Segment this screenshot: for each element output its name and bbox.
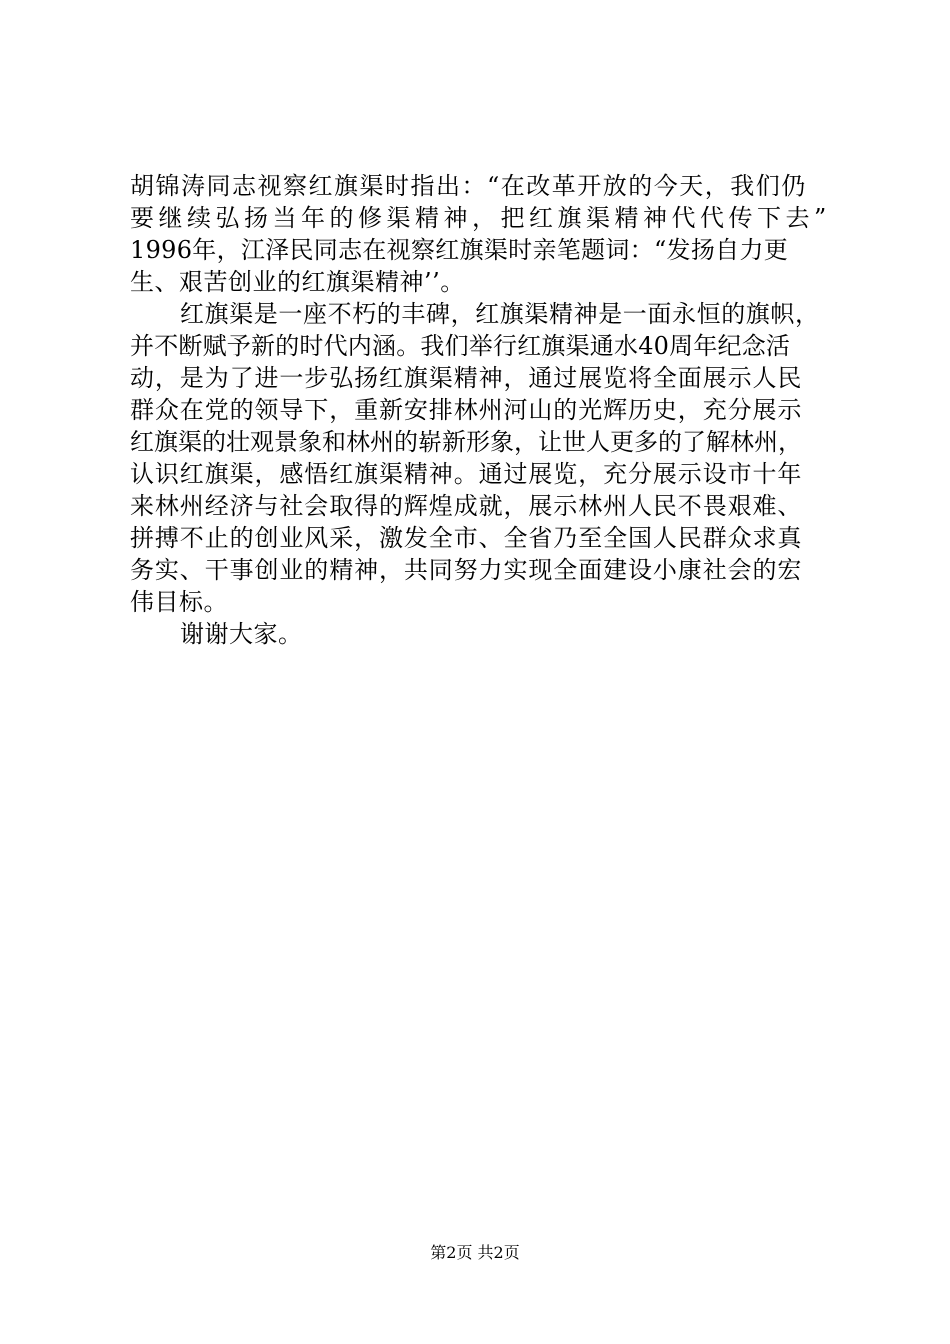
paragraph-line: 胡锦涛同志视察红旗渠时指出：“在改革开放的今天，我们仍 xyxy=(130,172,807,200)
paragraph-line: 红旗渠是一座不朽的丰碑，红旗渠精神是一面永恒的旗帜， xyxy=(180,300,820,328)
paragraph-line: 务实、干事创业的精神，共同努力实现全面建设小康社会的宏 xyxy=(130,556,803,584)
paragraph-line: 谢谢大家。 xyxy=(180,620,303,648)
paragraph-line: 来林州经济与社会取得的辉煌成就，展示林州人民不畏艰难、 xyxy=(130,492,803,520)
paragraph-line: 要继续弘扬当年的修渠精神，把红旗渠精神代代传下去” xyxy=(130,204,831,232)
paragraph-line: 并不断赋予新的时代内涵。我们举行红旗渠通水40周年纪念活 xyxy=(130,332,791,360)
paragraph-line: 生、艰苦创业的红旗渠精神’’。 xyxy=(130,268,465,296)
paragraph-line: 认识红旗渠，感悟红旗渠精神。通过展览，充分展示设市十年 xyxy=(130,460,803,488)
paragraph-line: 红旗渠的壮观景象和林州的崭新形象，让世人更多的了解林州， xyxy=(130,428,802,456)
paragraph-line: 伟目标。 xyxy=(130,588,228,616)
paragraph-line: 拼搏不止的创业风采，激发全市、全省乃至全国人民群众求真 xyxy=(130,524,803,552)
body-text xyxy=(130,170,830,650)
paragraph-line: 1996年，江泽民同志在视察红旗渠时亲笔题词：“发扬自力更 xyxy=(130,236,789,264)
paragraph-line: 动，是为了进一步弘扬红旗渠精神，通过展览将全面展示人民 xyxy=(130,364,803,392)
page-footer: 第2页 共2页 xyxy=(430,1243,520,1262)
paragraph-line: 群众在党的领导下，重新安排林州河山的光辉历史，充分展示 xyxy=(130,396,803,424)
